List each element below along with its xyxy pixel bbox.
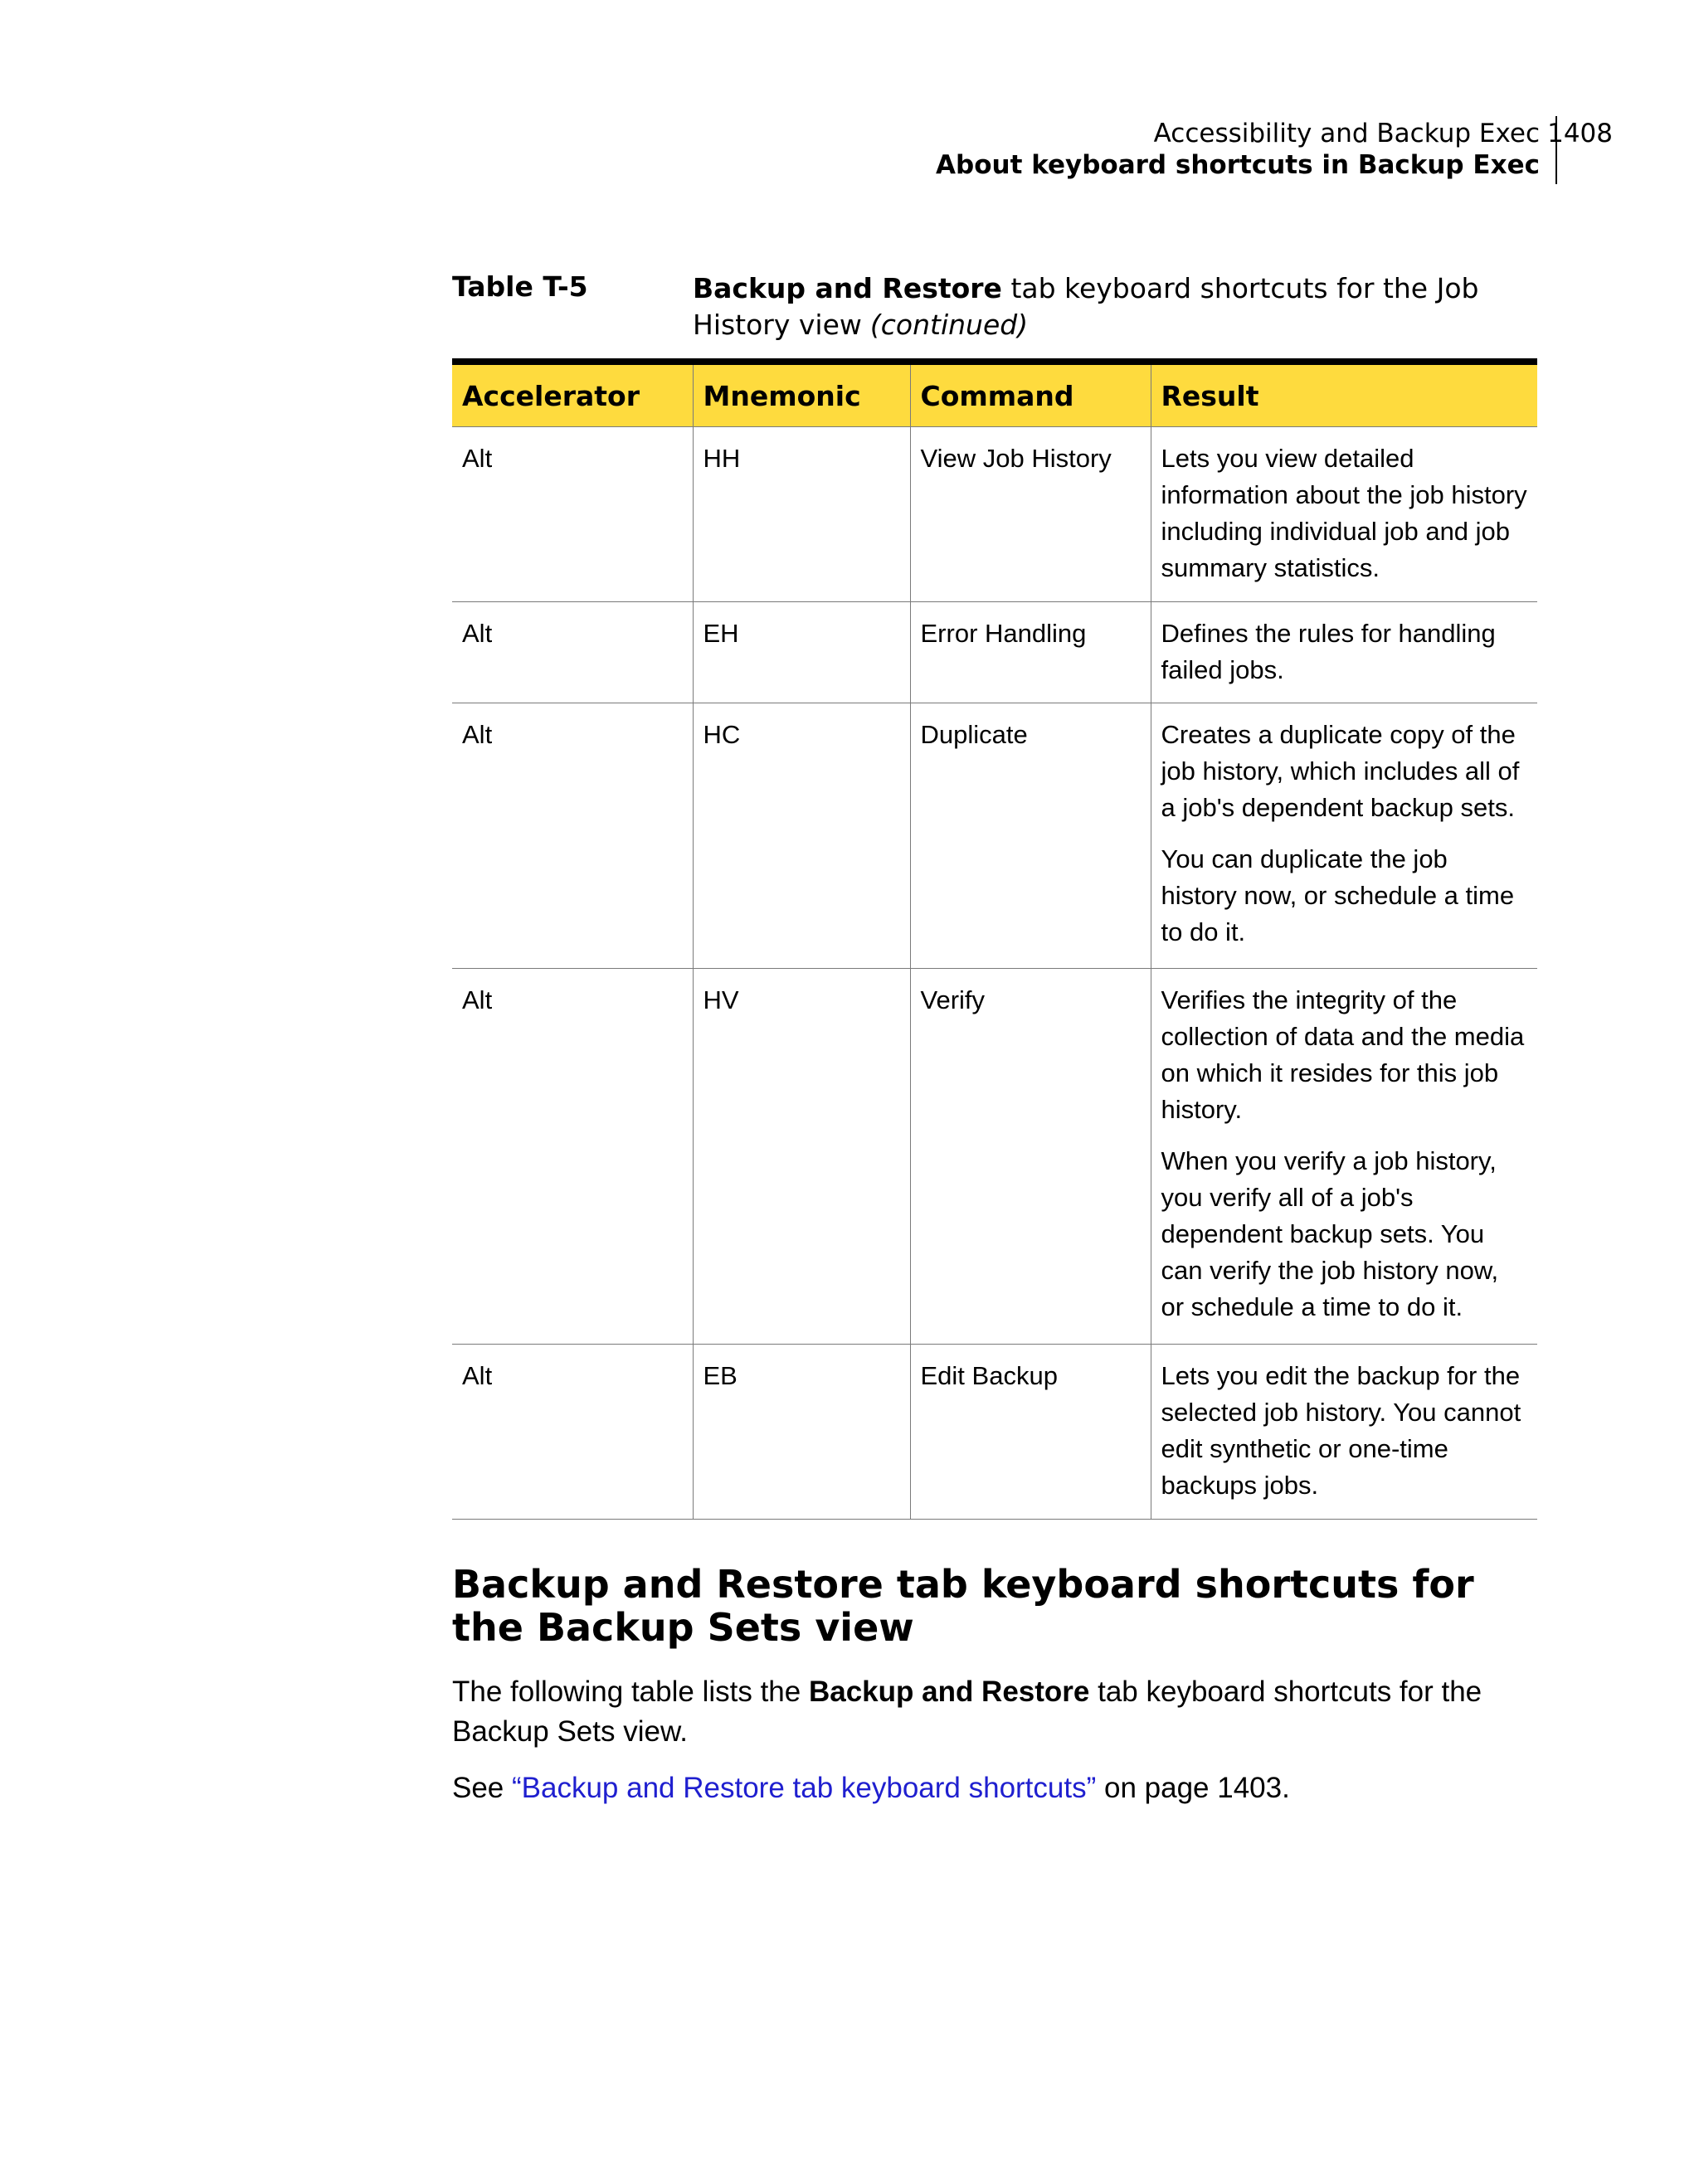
result-paragraph: Verifies the integrity of the collection of data and the media on which it resides for this job history. xyxy=(1161,985,1525,1124)
cell-result xyxy=(1151,969,1537,1345)
shortcuts-table xyxy=(452,358,1537,1520)
intro-text-start: The following table lists the xyxy=(452,1676,809,1708)
table-title xyxy=(693,270,1539,343)
table-row xyxy=(452,1345,1537,1520)
table-row xyxy=(452,703,1537,969)
backup-sets-section xyxy=(452,1563,1547,1808)
cross-reference-link[interactable]: “Backup and Restore tab keyboard shortcuts” xyxy=(512,1772,1097,1804)
cell-mnemonic: HV xyxy=(693,969,910,1345)
table-row xyxy=(452,969,1537,1345)
result-paragraph: When you verify a job history, you verify all of a job's dependent backup sets. You can verify the job history now, or schedule a time to do it. xyxy=(1161,1146,1499,1321)
running-header-titles xyxy=(936,118,1540,181)
result-paragraph: Defines the rules for handling failed jobs. xyxy=(1161,619,1496,684)
cell-result xyxy=(1151,703,1537,969)
see-also-suffix: on page 1403. xyxy=(1096,1772,1290,1804)
section-intro xyxy=(452,1672,1547,1752)
table-row xyxy=(452,427,1537,602)
see-also xyxy=(452,1768,1547,1808)
cell-accelerator: Alt xyxy=(452,602,693,703)
cell-accelerator: Alt xyxy=(452,427,693,602)
intro-text-end: tab keyboard shortcuts for the Backup Sets view. xyxy=(452,1676,1482,1748)
result-paragraph: Lets you edit the backup for the selected job history. You cannot edit synthetic or one-time backups jobs. xyxy=(1161,1361,1521,1500)
see-also-prefix: See xyxy=(452,1772,512,1804)
section-heading: Backup and Restore tab keyboard shortcuts for the Backup Sets view xyxy=(452,1562,1474,1650)
table-label: Table T-5 xyxy=(452,270,588,303)
page-number: 1408 xyxy=(1547,119,1613,148)
cell-mnemonic: EH xyxy=(693,602,910,703)
header-command: Command xyxy=(910,362,1151,427)
table-continued: (continued) xyxy=(869,309,1029,341)
cell-result xyxy=(1151,1345,1537,1520)
cell-mnemonic: HH xyxy=(693,427,910,602)
header-mnemonic: Mnemonic xyxy=(693,362,910,427)
chapter-title: Accessibility and Backup Exec xyxy=(1153,119,1540,148)
intro-text-bold: Backup and Restore xyxy=(808,1676,1090,1708)
cell-accelerator: Alt xyxy=(452,703,693,969)
cell-mnemonic: EB xyxy=(693,1345,910,1520)
table-row xyxy=(452,602,1537,703)
cell-command: Verify xyxy=(910,969,1151,1345)
cell-accelerator: Alt xyxy=(452,969,693,1345)
result-paragraph: Creates a duplicate copy of the job history, which includes all of a job's dependent backup sets. xyxy=(1161,720,1520,822)
table-title-bold: Backup and Restore xyxy=(693,272,1002,304)
running-header xyxy=(0,114,1699,189)
cell-command: Edit Backup xyxy=(910,1345,1151,1520)
result-paragraph: Lets you view detailed information about the job history including individual job and job summary statistics. xyxy=(1161,444,1527,582)
result-paragraph: You can duplicate the job history now, or schedule a time to do it. xyxy=(1161,844,1515,946)
header-result: Result xyxy=(1151,362,1537,427)
table-title-rest: tab keyboard shortcuts for the Job History view xyxy=(693,272,1479,341)
cell-accelerator: Alt xyxy=(452,1345,693,1520)
cell-command: Error Handling xyxy=(910,602,1151,703)
cell-command: View Job History xyxy=(910,427,1151,602)
shortcuts-table-wrapper xyxy=(452,358,1537,1520)
cell-command: Duplicate xyxy=(910,703,1151,969)
header-accelerator: Accelerator xyxy=(452,362,693,427)
section-title: About keyboard shortcuts in Backup Exec xyxy=(936,150,1540,180)
cell-mnemonic: HC xyxy=(693,703,910,969)
cell-result xyxy=(1151,427,1537,602)
cell-result xyxy=(1151,602,1537,703)
table-header-row xyxy=(452,362,1537,427)
